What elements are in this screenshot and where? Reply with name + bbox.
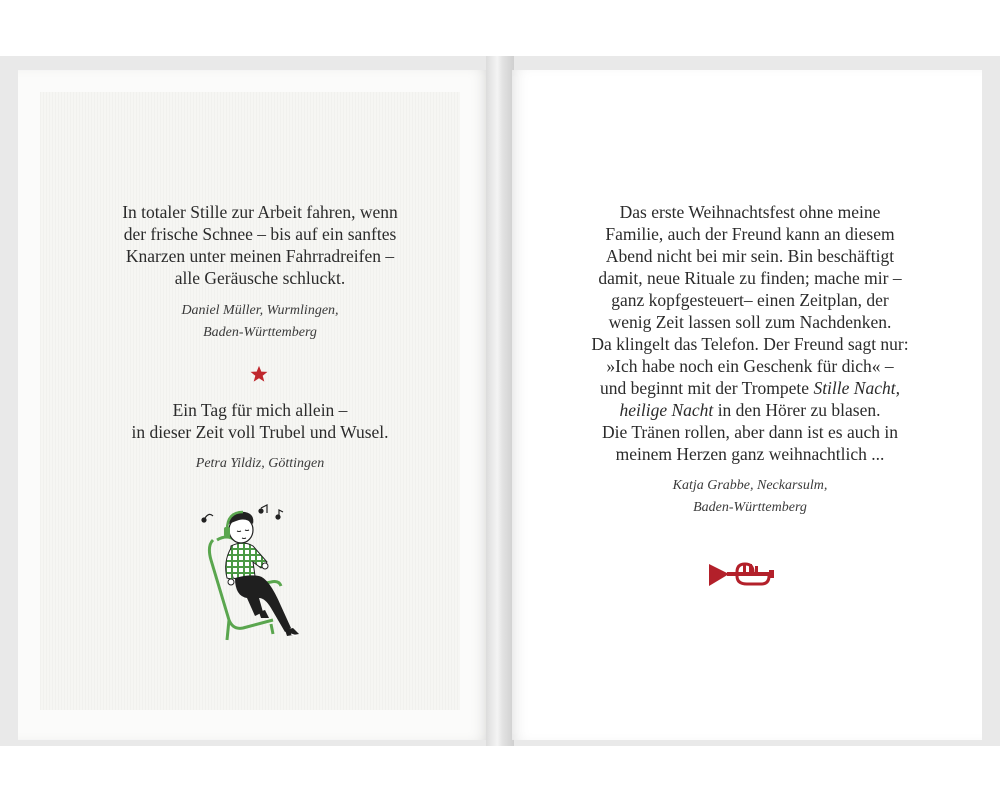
- quote-text: und beginnt mit der Trompete: [600, 378, 814, 398]
- credit-katja: [540, 475, 960, 519]
- quote-line: Abend nicht bei mir sein. Bin beschäftigt: [605, 246, 895, 266]
- credit-line: Baden-Württemberg: [693, 500, 807, 515]
- song-title-part: heilige Nacht: [619, 400, 714, 420]
- credit-petra: [60, 453, 460, 475]
- quote-line: ganz kopfgesteuert– einen Zeitplan, der: [611, 290, 889, 310]
- credit-line: Petra Yildiz, Göttingen: [195, 456, 325, 471]
- credit-daniel: [60, 300, 460, 344]
- quote-line: [540, 377, 960, 399]
- quote-line: In totaler Stille zur Arbeit fahren, wenn: [122, 202, 398, 222]
- quote-line: Da klingelt das Telefon. Der Freund sagt nur:: [591, 334, 909, 354]
- credit-line: Katja Grabbe, Neckarsulm,: [672, 478, 828, 493]
- quote-line: Familie, auch der Freund kann an diesem: [605, 224, 895, 244]
- quote-line: in dieser Zeit voll Trubel und Wusel.: [131, 422, 389, 442]
- quote-line: [540, 399, 960, 421]
- quote-line: Das erste Weihnachtsfest ohne meine: [619, 202, 881, 222]
- trumpet-icon: [707, 560, 777, 590]
- quote-line: Ein Tag für mich allein –: [172, 400, 348, 420]
- quote-line: der frische Schnee – bis auf ein sanftes: [123, 224, 397, 244]
- quote-daniel: [60, 201, 460, 289]
- quote-line: damit, neue Rituale zu finden; mache mir –: [598, 268, 902, 288]
- quote-petra: [60, 399, 460, 443]
- relaxing-person-illustration: [195, 500, 330, 650]
- quote-line: »Ich habe noch ein Geschenk für dich« –: [606, 356, 894, 376]
- quote-text: in den Hörer zu blasen.: [713, 400, 881, 420]
- credit-line: Baden-Württemberg: [203, 325, 317, 340]
- quote-katja: [540, 201, 960, 465]
- song-title-part: Stille Nacht,: [813, 378, 900, 398]
- quote-line: Die Tränen rollen, aber dann ist es auch in: [602, 422, 898, 442]
- book-spine: [486, 56, 514, 746]
- quote-line: meinem Herzen ganz weihnachtlich ...: [615, 444, 885, 464]
- star-icon: [250, 365, 268, 383]
- quote-line: alle Geräusche schluckt.: [174, 268, 346, 288]
- credit-line: Daniel Müller, Wurmlingen,: [181, 303, 339, 318]
- quote-line: Knarzen unter meinen Fahrradreifen –: [125, 246, 395, 266]
- quote-line: wenig Zeit lassen soll zum Nachdenken.: [608, 312, 892, 332]
